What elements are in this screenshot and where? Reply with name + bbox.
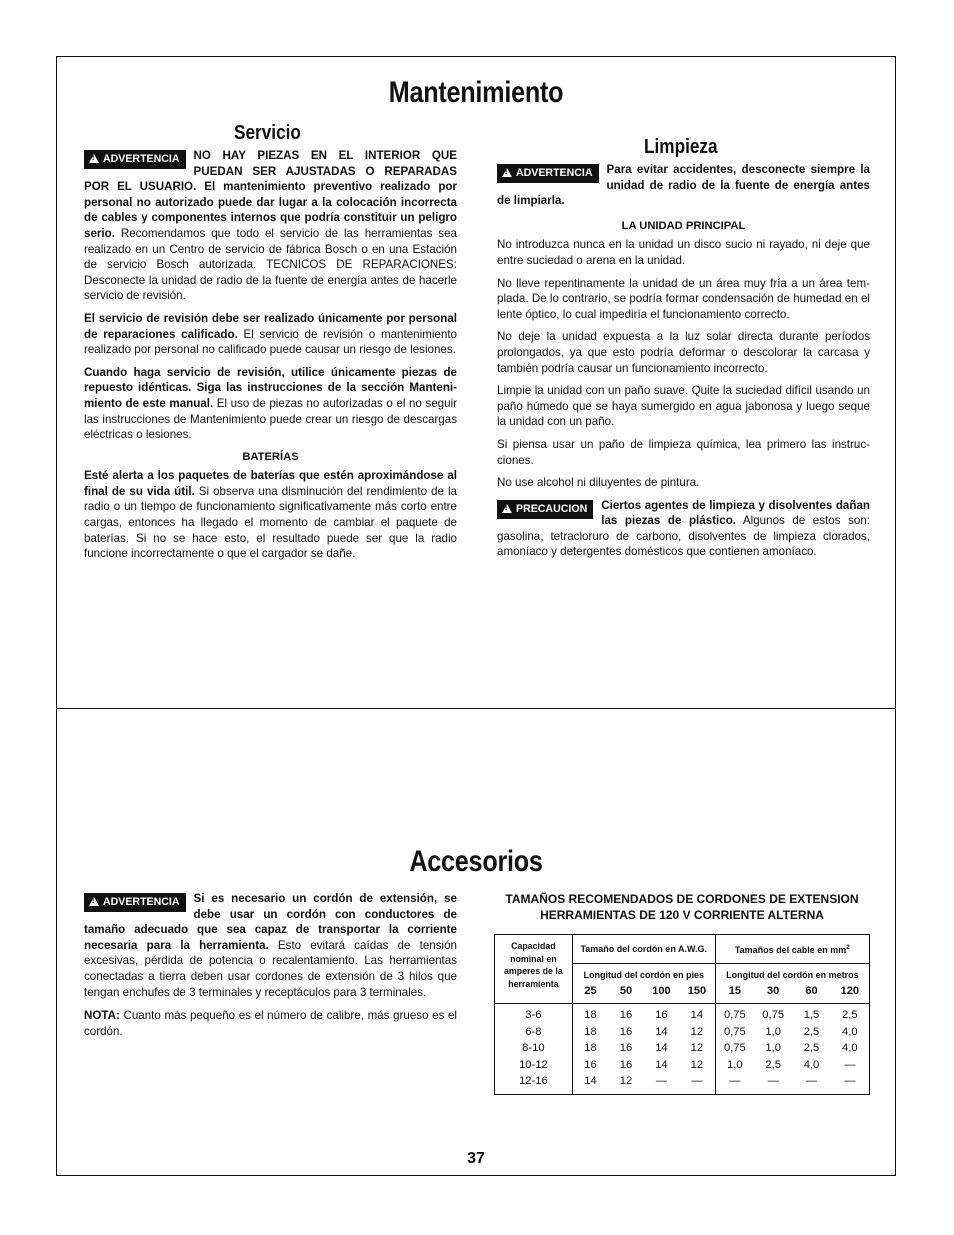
nota-label: NOTA:	[84, 1009, 120, 1023]
meter-values: 15 30 60 120	[728, 985, 859, 997]
limpieza-p5: Si piensa usar un paño de limpieza química, lea primero las instruc-ciones.	[497, 437, 870, 467]
servicio-warning-bold: NO HAY PIEZAS EN EL INTERIOR QUE PUEDAN SER AJUSTADAS O REPARADAS POR EL USUARIO. El mantenimiento preventivo realizado por personal no autorizado puede dar lugar a la colocación incorrecta de cables y componentes internos que podría constituir un peligro serio.	[84, 149, 457, 240]
limpieza-p6: No use alcohol ni diluyentes de pintura.	[497, 476, 700, 490]
servicio-p3-text: El uso de piezas no autorizadas o el no seguir las instrucciones de Mantenimiento puede crear un riesgo de descargas eléctricas o lesiones.	[84, 396, 458, 442]
limpieza-caution-text: Algunos de estos son: gasolina, tetracloruro de carbono, disolventes de limpieza clorados, amoníaco y detergentes domésticos que contienen amoníaco.	[497, 514, 870, 559]
servicio-p4-bold: Esté alerta a los paquetes de baterías que estén aproximándose al final de su vida útil.	[84, 469, 457, 498]
unidad-principal-heading: LA UNIDAD PRINCIPAL	[621, 219, 746, 232]
table-row: 14 12 — —	[584, 1075, 703, 1087]
table-row: 0,75 1,0 2,5 4,0	[723, 1025, 858, 1038]
limpieza-p2: No lleve repentinamente la unidad de un área muy fría a un área tem-plada. De lo contrario, se podría formar condensación de humedad en el lente óptico, lo cual impediría el funcionamiento correcto.	[497, 276, 870, 321]
servicio-p2-text: El servicio de revisión o mantenimiento realizado por personal no calificado puede causar un riesgo de lesiones.	[84, 327, 457, 357]
table-row: 18 16 14 12	[584, 1025, 704, 1038]
cord-table-title-line1: TAMAÑOS RECOMENDADOS DE CORDONES DE EXTENSION	[505, 892, 859, 906]
nota-text: Cuanto más pequeño es el número de calibre, más grueso es el cordón.	[84, 1009, 457, 1038]
servicio-column	[84, 148, 457, 569]
feet-values: 25 50 100 150	[584, 985, 707, 997]
mantenimiento-title: Mantenimiento	[388, 76, 564, 109]
warning-badge: !ADVERTENCIA	[497, 164, 599, 183]
limpieza-warning-bold: Para evitar accidentes, desconecte siempre la unidad de radio de la fuente de energía antes de limpiarla.	[497, 163, 870, 208]
limpieza-p4: Limpie la unidad con un paño suave. Quite la suciedad difícil usando un paño húmedo que se haya sumergido en agua jabonosa y luego seque la unidad con un paño.	[497, 384, 870, 429]
cord-table-title-line2: HERRAMIENTAS DE 120 V CORRIENTE ALTERNA	[540, 908, 824, 922]
warning-badge: !ADVERTENCIA	[84, 150, 186, 169]
accesorios-warning-text: Esto evitará caídas de tensión excesivas, pérdida de potencia o recalentamiento. Las herramientas conectadas a tierra deben usar cordones de extensión de 3 hilos que tengan enchufes de 3 terminales y receptáculos para 3 terminales.	[84, 938, 457, 999]
table-row: 0,75 0,75 1,5 2,5	[723, 1009, 858, 1021]
table-cell: 6-8	[525, 1025, 542, 1038]
section-divider	[56, 708, 896, 709]
table-cell: 3-6	[525, 1009, 542, 1021]
limpieza-caution-bold: Ciertos agentes de limpieza y disolventes dañan las piezas de plástico.	[601, 498, 870, 528]
limpieza-heading: Limpieza	[644, 136, 718, 158]
servicio-heading: Servicio	[234, 122, 301, 144]
cord-table-title	[494, 891, 870, 923]
accesorios-warning-bold: Si es necesario un cordón de extensión, se debe usar un cordón con conductores de tamaño adecuado que sea capaz de transportar la corriente necesaria para la herramienta.	[84, 892, 457, 952]
limpieza-column	[497, 162, 870, 567]
awg-header: Tamaño del cordón en A.W.G.	[580, 944, 707, 954]
table-row: 18 16 14 12	[584, 1042, 704, 1054]
warning-triangle-icon	[502, 504, 512, 513]
warning-triangle-icon	[502, 168, 512, 177]
servicio-warning-text: Recomendamos que todo el servicio de las herramientas sea realizado en un Centro de servicio de fábrica Bosch o en una Estación de servicio Bosch autorizada. TECNICOS DE REPARACIONES: Desconecte la unidad de radio de la fuente de energía antes de hacerle servicio de revisión.	[84, 226, 457, 303]
caution-badge: !PRECAUCION	[497, 500, 593, 519]
accesorios-column	[84, 891, 457, 1046]
table-cell: 10-12	[519, 1058, 548, 1071]
warning-badge: !ADVERTENCIA	[84, 893, 186, 912]
mm-header: Tamaños del cable en $mm^2$	[734, 944, 850, 955]
baterias-heading: BATERÍAS	[242, 450, 299, 463]
limpieza-p3: No deje la unidad expuesta a la luz solar directa durante períodos prolongados, ya que esto podría deformar o descolorar la carcasa y también podría causar un funcionamiento incorrecto.	[497, 330, 870, 375]
servicio-p2-bold: El servicio de revisión debe ser realizado únicamente por personal de reparaciones calificado.	[84, 311, 457, 341]
amps-header: Capacidad nominal en amperes de la herramienta	[504, 941, 563, 989]
warning-triangle-icon	[89, 897, 99, 906]
table-cell: 8-10	[522, 1042, 545, 1054]
accesorios-title: Accesorios	[409, 845, 543, 878]
meters-header: Longitud del cordón en metros	[726, 970, 859, 980]
table-row: 0,75 1,0 2,5 4,0	[723, 1042, 858, 1054]
table-cell: 12-16	[519, 1075, 548, 1087]
table-row: 18 16 16 14	[584, 1009, 704, 1021]
amps-column	[495, 1007, 572, 1090]
table-row: 16 16 14 12	[584, 1058, 704, 1071]
servicio-p3-bold: Cuando haga servicio de revisión, utilice únicamente piezas de repuesto idénticas. Siga las instrucciones de la sección Manteni-miento de este manual.	[84, 365, 457, 410]
warning-triangle-icon	[89, 154, 99, 163]
table-row: — — — —	[729, 1075, 856, 1087]
cord-size-table	[494, 934, 870, 1095]
limpieza-p1: No introduzca nunca en la unidad un disco sucio ni rayado, ni deje que entre suciedad o arena en la unidad.	[497, 238, 870, 267]
feet-header: Longitud del cordón en pies	[583, 970, 704, 980]
servicio-p4-text: Si observa una disminución del rendimiento de la radio o un tiempo de funcionamiento significativamente más corto entre cargas, entonces ha llegado el momento de cambiar el paquete de baterías. Si no se hace esto, el resultado puede ser que la radio funcione incorrectamente o que el cargador se dañe.	[84, 484, 457, 561]
page-number: 37	[467, 1150, 485, 1167]
table-row: 1,0 2,5 4,0 —	[727, 1058, 856, 1071]
